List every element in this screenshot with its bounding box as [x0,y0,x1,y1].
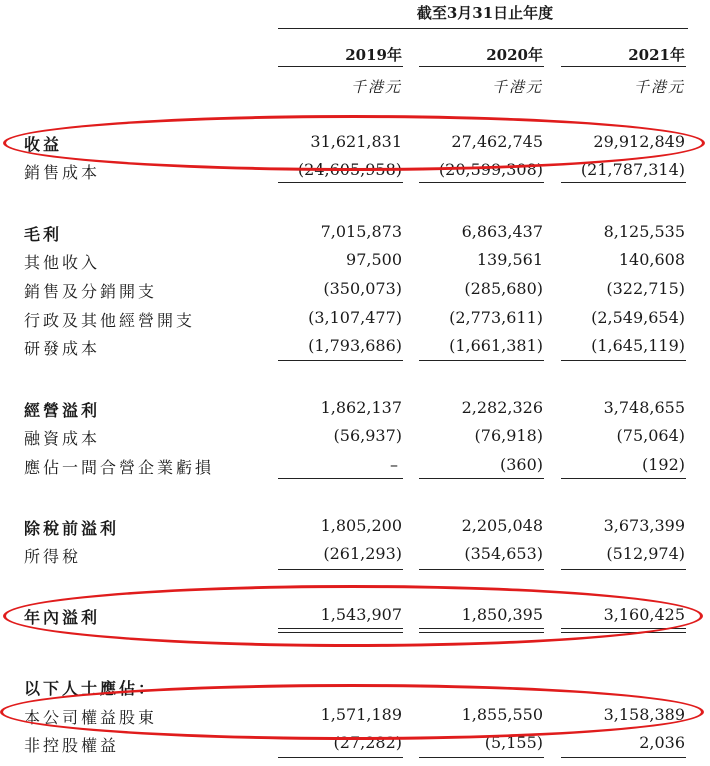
row-jv-loss-label: 應佔一間合營企業虧損 [24,458,215,477]
row-finance-costs-2019: (56,937) [333,426,402,445]
year-rule-2021 [561,66,686,67]
subtotal-rule-3c [561,478,686,479]
row-other-income-label: 其他收入 [24,253,101,272]
unit-2019: 千港元 [350,78,402,96]
highlight-ellipse-equity-shareholders [0,684,704,740]
row-other-income-2021: 140,608 [618,250,685,269]
row-profit-for-year-2021: 3,160,425 [603,605,685,624]
row-finance-costs-2021: (75,064) [616,426,685,445]
row-gross-profit-2021: 8,125,535 [603,222,685,241]
row-other-income-2020: 139,561 [476,250,543,269]
row-admin-expenses-2019: (3,107,477) [308,308,402,327]
subtotal-rule-1c [561,182,686,183]
row-selling-expenses-2020: (285,680) [464,279,543,298]
row-revenue-2020: 27,462,745 [451,132,543,151]
year-rule-2020 [419,66,544,67]
row-non-controlling-2021: 2,036 [639,733,685,752]
row-profit-before-tax-2020: 2,205,048 [461,516,543,535]
subtotal-rule-4c [561,569,686,570]
subtotal-rule-5a [278,757,403,758]
unit-2021: 千港元 [633,78,685,96]
row-revenue-label: 收益 [24,135,63,154]
row-income-tax-2020: (354,653) [464,544,543,563]
row-jv-loss-2019: – [390,455,398,474]
row-finance-costs-2020: (76,918) [474,426,543,445]
row-equity-shareholders-2021: 3,158,389 [603,705,685,724]
row-cost-of-sales-2019: (24,605,958) [297,160,402,179]
row-equity-shareholders-2019: 1,571,189 [320,705,402,724]
row-rnd-costs-2020: (1,661,381) [449,336,543,355]
row-income-tax-label: 所得稅 [24,547,82,566]
subtotal-rule-2a [278,360,403,361]
row-selling-expenses-2021: (322,715) [606,279,685,298]
period-heading: 截至3月31日止年度 [416,4,554,22]
unit-2020: 千港元 [491,78,543,96]
row-other-income-2019: 97,500 [346,250,402,269]
row-admin-expenses-2021: (2,549,654) [591,308,685,327]
row-rnd-costs-2019: (1,793,686) [308,336,402,355]
subtotal-rule-4b [419,569,544,570]
row-gross-profit-2020: 6,863,437 [461,222,543,241]
row-gross-profit-label: 毛利 [24,225,63,244]
subtotal-rule-1b [419,182,544,183]
row-profit-for-year-label: 年內溢利 [24,608,101,627]
row-equity-shareholders-label: 本公司權益股東 [24,708,158,727]
subtotal-rule-3b [419,478,544,479]
row-non-controlling-2019: (27,282) [333,733,402,752]
row-non-controlling-label: 非控股權益 [24,736,120,755]
row-operating-profit-label: 經營溢利 [24,401,101,420]
row-operating-profit-2021: 3,748,655 [603,398,685,417]
row-selling-expenses-label: 銷售及分銷開支 [24,282,158,301]
row-rnd-costs-label: 研發成本 [24,339,101,358]
row-attributable-heading: 以下人士應佔： [24,679,158,698]
subtotal-rule-5b [419,757,544,758]
row-profit-before-tax-2019: 1,805,200 [320,516,402,535]
row-profit-for-year-2019: 1,543,907 [320,605,402,624]
row-equity-shareholders-2020: 1,855,550 [461,705,543,724]
row-jv-loss-2020: (360) [499,455,543,474]
row-income-tax-2019: (261,293) [323,544,402,563]
row-cost-of-sales-2021: (21,787,314) [580,160,685,179]
year-rule-2019 [278,66,403,67]
row-revenue-2019: 31,621,831 [310,132,402,151]
row-profit-before-tax-label: 除稅前溢利 [24,519,120,538]
row-jv-loss-2021: (192) [641,455,685,474]
highlight-ellipse-revenue [3,115,705,171]
row-operating-profit-2019: 1,862,137 [320,398,402,417]
row-cost-of-sales-2020: (20,599,308) [438,160,543,179]
subtotal-rule-2b [419,360,544,361]
highlight-ellipse-profit-for-year [3,585,703,647]
period-rule [278,28,688,29]
subtotal-rule-5c [561,757,686,758]
row-non-controlling-2020: (5,155) [484,733,543,752]
subtotal-rule-3a [278,478,403,479]
row-gross-profit-2019: 7,015,873 [320,222,402,241]
subtotal-rule-2c [561,360,686,361]
year-2021: 2021年 [628,46,685,64]
row-profit-before-tax-2021: 3,673,399 [603,516,685,535]
row-rnd-costs-2021: (1,645,119) [591,336,685,355]
row-admin-expenses-label: 行政及其他經營開支 [24,311,196,330]
row-cost-of-sales-label: 銷售成本 [24,163,101,182]
row-revenue-2021: 29,912,849 [593,132,685,151]
subtotal-rule-4a [278,569,403,570]
row-selling-expenses-2019: (350,073) [323,279,402,298]
row-profit-for-year-2020: 1,850,395 [461,605,543,624]
subtotal-rule-1a [278,182,403,183]
year-2019: 2019年 [345,46,402,64]
year-2020: 2020年 [486,46,543,64]
row-income-tax-2021: (512,974) [606,544,685,563]
row-admin-expenses-2020: (2,773,611) [449,308,543,327]
row-operating-profit-2020: 2,282,326 [461,398,543,417]
row-finance-costs-label: 融資成本 [24,429,101,448]
